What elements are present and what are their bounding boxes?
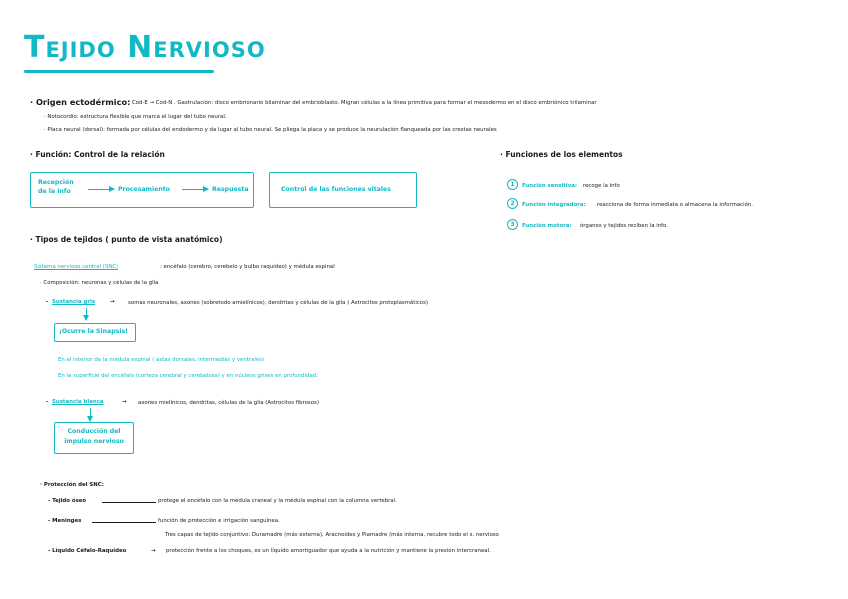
placa-neural-text: · Placa neural (dorsal): formada por células del endodermo y da lugar al tubo neural. Se pliega la placa y se produce la neurulación flanqueada por las crestas neurales — [44, 127, 497, 133]
number-1-icon: 1 — [507, 179, 518, 190]
meninges-desc2: Tres capas de tejido conjuntivo: Duramadre (más externa), Aracnoides y Piamadre (más interna, recubre todo el s. nervioso — [165, 532, 499, 538]
tipos-label: · Tipos de tejidos ( punto de vista anatómico) — [30, 235, 223, 244]
procesamiento-text: Procesamiento — [118, 186, 170, 193]
arrow-down-icon — [86, 308, 87, 320]
bullet-dash: - — [46, 299, 49, 305]
snc-text: : encéfalo (cerebro, cerebelo y bulbo raquídeo) y médula espinal — [160, 264, 335, 270]
funcion-label: · Función: Control de la relación — [30, 150, 165, 159]
sustancia-blanca-name: Sustancia blanca — [52, 399, 104, 405]
vitales-text: Control de las funciones vitales — [281, 186, 391, 193]
respuesta-text: Respuesta — [212, 186, 249, 193]
conduccion-text: Conducción del impulso nervioso — [64, 428, 124, 445]
funciones-elementos-label: · Funciones de los elementos — [500, 150, 623, 159]
origen-label: · Origen ectodérmico: — [30, 97, 131, 107]
lcr-name: - Líquido Céfalo-Raquídeo — [48, 548, 127, 554]
proteccion-label: · Protección del SNC: — [40, 482, 104, 488]
connector-line — [102, 502, 156, 503]
tejido-oseo-name: - Tejido óseo — [48, 498, 87, 504]
bullet-dash: - — [46, 399, 49, 405]
page-title: Tejido Nervioso — [24, 30, 266, 65]
arrow-right-icon: → — [151, 548, 156, 554]
arrow-right-icon — [88, 189, 114, 190]
meninges-name: - Meninges — [48, 518, 82, 524]
funcion-sensitiva-desc: recoge la info — [583, 183, 620, 189]
sustancia-gris-text: somas neuronales, axones (sobretodo amielínicos), dendritas y células de la glía ( Astrocitos protoplasmáticos) — [128, 300, 429, 306]
notocordio-text: · Notocordio: estructura flexible que marca el lugar del tubo neural. — [44, 114, 227, 120]
number-3-icon: 3 — [507, 219, 518, 230]
arrow-right-icon — [182, 189, 208, 190]
title-underline — [24, 70, 214, 73]
recepcion-text: Recepción de la info — [38, 179, 74, 195]
funcion-integradora-desc: reacciona de forma inmediata o almacena la información. — [597, 202, 754, 208]
sinapsis-text: ¡Ocurre la Sinapsis! — [59, 328, 128, 335]
funcion-integradora-name: Función integradora: — [522, 202, 586, 208]
funcion-motora-desc: órganos y tejidos reciben la info. — [580, 223, 668, 229]
tejido-oseo-desc: protege el encéfalo con la médula craneal y la médula espinal con la columna vertebral. — [158, 498, 397, 504]
lcr-desc: protección frente a los choques, es un líquido amortiguador que ayuda a la nutrición y mantiene la presión intercraneal. — [166, 548, 491, 554]
origen-text: Cod-E → Cod-N . Gastrulación: disco embrionario bilaminar del embrioblasto. Migran células a la línea primitiva para formar el mesodermo en el disco embriónico trilaminar — [132, 100, 597, 106]
gris-line2: En la superficie del encéfalo (corteza cerebral y cerebelosa) y en núcleos grises en profundidad. — [58, 373, 318, 379]
arrow-down-icon — [90, 408, 91, 421]
meninges-desc: función de protección e irrigación sanguínea. — [158, 518, 280, 524]
sustancia-gris-name: Sustancia gris — [52, 299, 96, 305]
arrow-right-icon: → — [110, 299, 115, 305]
number-2-icon: 2 — [507, 198, 518, 209]
gris-line1: En el interior de la médula espinal ( astas dorsales, intermedias y ventrales) — [58, 357, 265, 363]
sustancia-blanca-text: axones mielínicos, dendritas, células de la glía (Astrocitos fibrosos) — [138, 400, 319, 406]
connector-line — [92, 522, 156, 523]
arrow-right-icon: → — [122, 399, 127, 405]
funcion-motora-name: Función motora: — [522, 223, 572, 229]
snc-name: Sistema nervioso central (SNC) — [34, 264, 119, 270]
funcion-sensitiva-name: Función sensitiva: — [522, 183, 578, 189]
composicion-text: · Composición: neuronas y células de la glía — [40, 280, 159, 286]
